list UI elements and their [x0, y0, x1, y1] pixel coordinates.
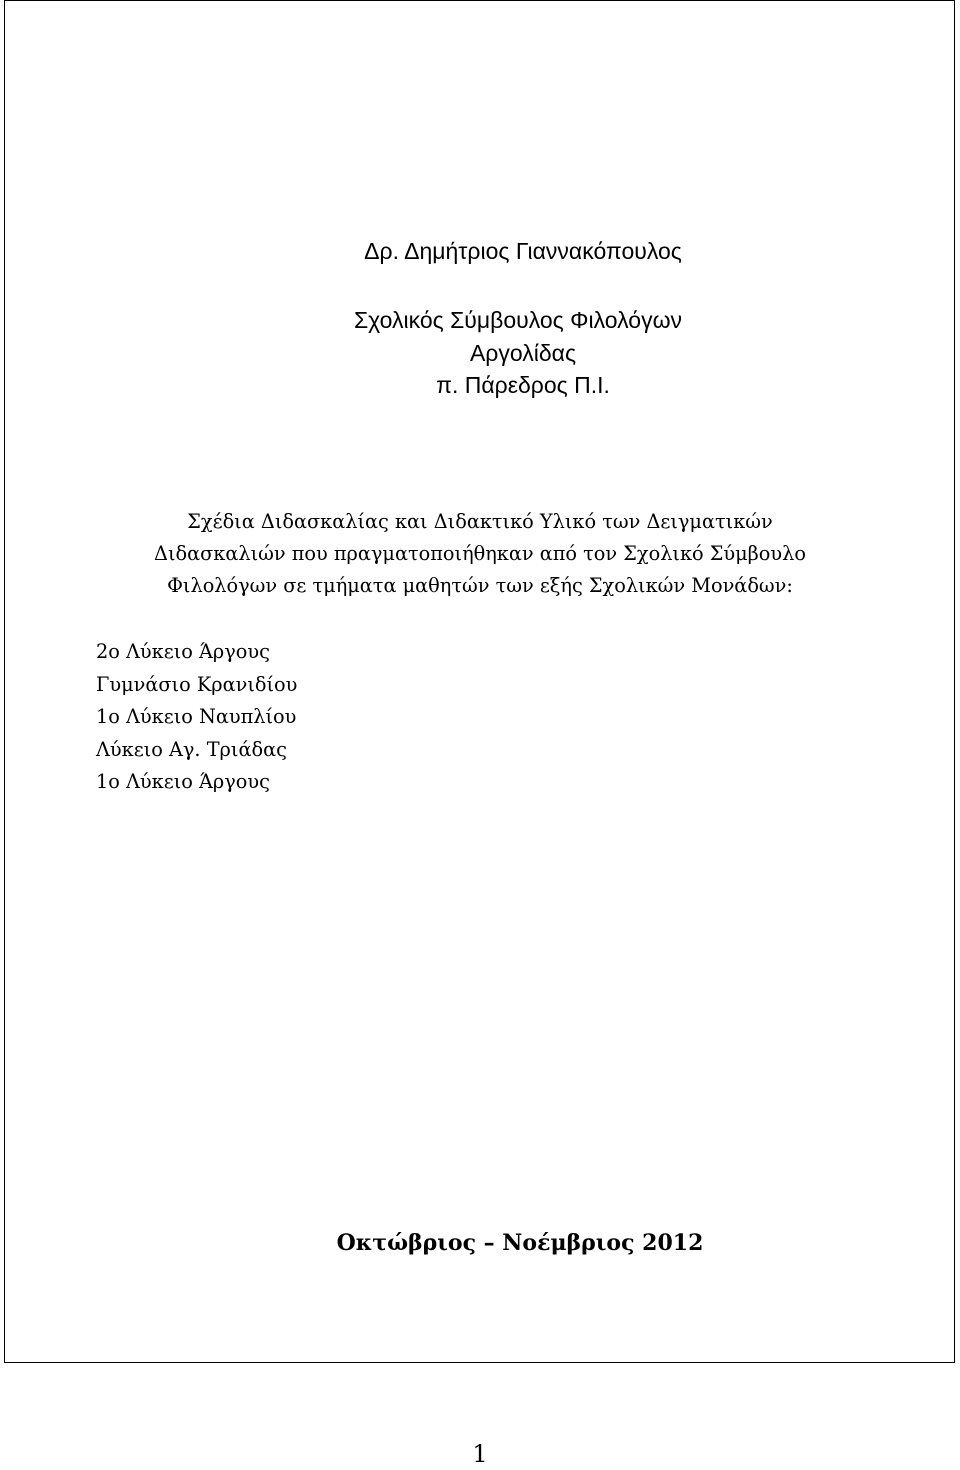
document-date: Οκτώβριος – Νοέμβριος 2012: [336, 1230, 704, 1256]
author-name: Δρ. Δημήτριος Γιαννακόπουλος: [364, 238, 682, 264]
school-item: Γυμνάσιο Κρανιδίου: [96, 672, 298, 696]
document-description: [40, 506, 920, 602]
school-item: 2ο Λύκειο Άργους: [96, 640, 270, 663]
school-item: 1ο Λύκειο Άργους: [96, 770, 270, 793]
page-number: 1: [472, 1440, 488, 1468]
school-item: Λύκειο Αγ. Τριάδας: [96, 737, 287, 761]
school-item: 1ο Λύκειο Ναυπλίου: [96, 705, 297, 728]
description-line: Διδασκαλιών που πραγματοποιήθηκαν από τον Σχολικό Σύμβουλο: [154, 542, 806, 565]
author-region: Αργολίδας: [469, 340, 577, 366]
author-former-role: π. Πάρεδρος Π.Ι.: [436, 372, 610, 398]
author-role: Σχολικός Σύμβουλος Φιλολόγων: [353, 307, 683, 333]
school-list: [96, 636, 297, 799]
description-line: Σχέδια Διδασκαλίας και Διδακτικό Υλικό των Δειγματικών: [187, 510, 773, 533]
description-line: Φιλολόγων σε τμήματα μαθητών των εξής Σχολικών Μονάδων:: [167, 574, 793, 597]
